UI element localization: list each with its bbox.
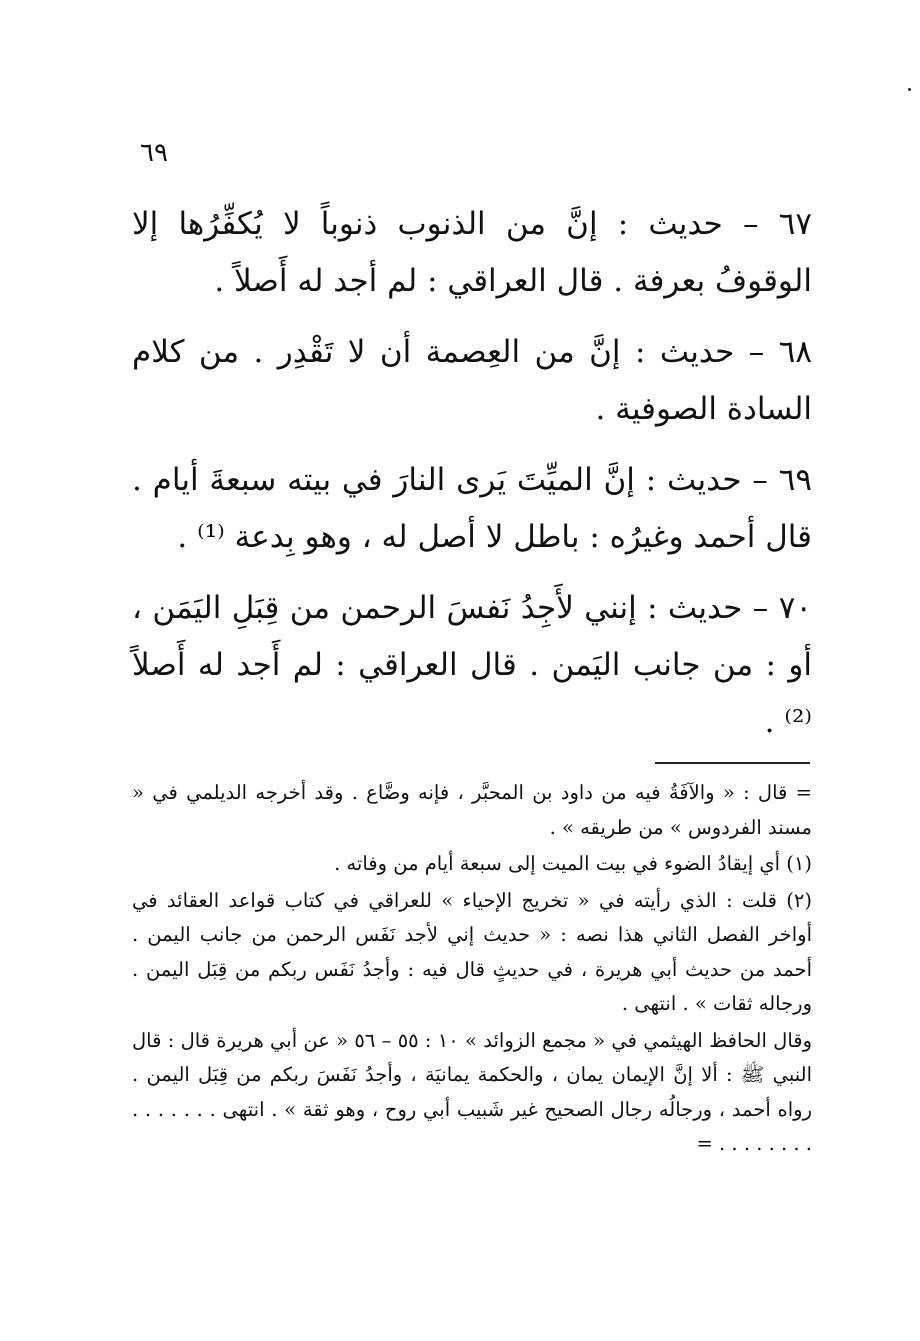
hadith-entry-70: ٧٠ – حديث : إنني لأَجِدُ نَفسَ الرحمن من قِبَلِ اليَمَن ، أو : من جانب اليَمن . قال العراقي : لم أَجد له أَصلاً ⁽²⁾ .: [132, 590, 812, 740]
hadith-entry-67: ٦٧ – حديث : إنَّ من الذنوب ذنوباً لا يُكفِّرُها إلا الوقوفُ بعرفة . قال العراقي : لم أجد له أَصلاً .: [132, 206, 812, 299]
footnote-2-continued: وقال الحافظ الهيثمي في « مجمع الزوائد » ١٠ : ٥٥ – ٥٦ « عن أبي هريرة قال : قال النبي ﷺ : ألا إنَّ الإيمان يمان ، والحكمة يمانيَة ، وأجدُ نَفَسَ ربكم من قِبَل اليمن . رواه أحمد ، ورجالُه رجال الصحيح غير شَبيب أبي روح ، وهو ثقة » . انتهى . . . . . . . . . . . . . . . =: [132, 1028, 812, 1155]
main-text: [132, 196, 812, 765]
footnote-continued: = قال : « والآفَةُ فيه من داود بن المحبَّر ، فإنه وضَّاع . وقد أخرجه الديلمي في « مسند الفردوس » من طريقه » .: [132, 781, 812, 839]
footnote-1: (١) أي إيقادُ الضوء في بيت الميت إلى سبعة أيام من وفاته .: [334, 852, 812, 875]
hadith-entry-69: ٦٩ – حديث : إنَّ الميِّتَ يَرى النارَ في بيته سبعةَ أيام . قال أحمد وغيرُه : باطل لا أصل له ، وهو بِدعة ⁽¹⁾ .: [132, 462, 812, 555]
footnote-divider: [655, 762, 810, 764]
hadith-entry-68: ٦٨ – حديث : إنَّ من العِصمة أن لا تَقْدِر . من كلام السادة الصوفية .: [132, 334, 812, 427]
footnotes: [132, 776, 812, 1164]
footnote-2: (٢) قلت : الذي رأيته في « تخريج الإحياء » للعراقي في كتاب قواعد العقائد في أواخر الفصل الثاني هذا نصه : « حديث إني لأجد نَفَس الرحمن من جانب اليمن . أحمد من حديث أبي هريرة ، في حديثٍ قال فيه : وأجدُ نَفَس ربكم من قِبَل اليمن . ورجاله ثقات » . انتهى .: [132, 888, 812, 1015]
scan-mark: [908, 88, 911, 91]
page-number: ٦٩: [140, 138, 168, 168]
